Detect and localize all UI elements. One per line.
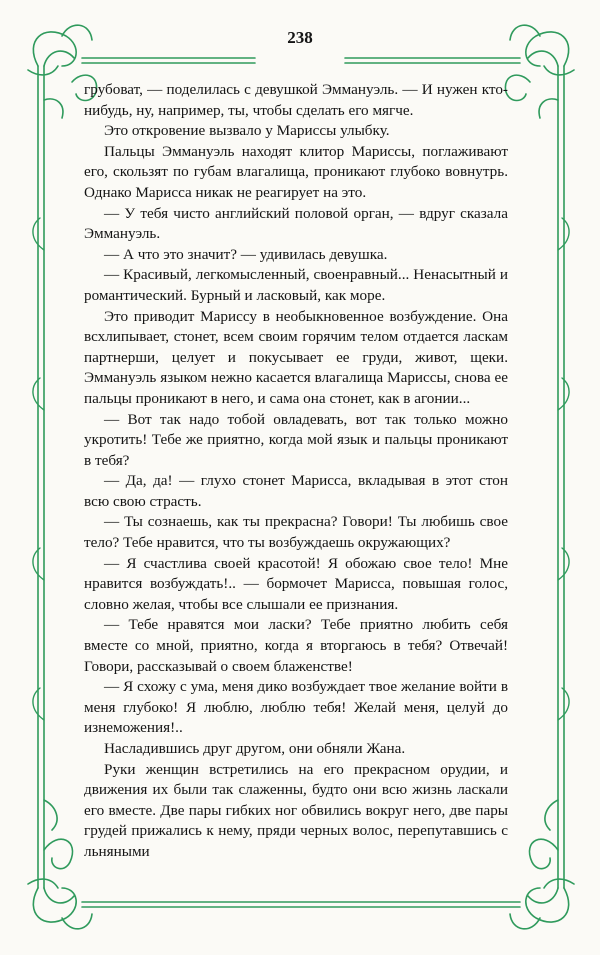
paragraph: — Тебе нравятся мои ласки? Тебе приятно любить себя вместе со мной, приятно, когда я вторгаюсь в тебя? Отвечай! Говори, рассказывай о своем блаженстве! — [84, 616, 508, 675]
paragraph: Пальцы Эммануэль находят клитор Мариссы, поглаживают его, скользят по губам влагалища, проникают глубоко вовнутрь. Однако Марисса никак не реагирует на это. — [84, 142, 508, 201]
paragraph: — А что это значит? — удивилась девушка. — [104, 245, 388, 263]
paragraph: грубоват, — поделилась с девушкой Эммануэль. — И нужен кто-нибудь, ну, например, ты, чтобы сделать его мягче. — [84, 81, 508, 119]
paragraph: Это откровение вызвало у Мариссы улыбку. — [104, 122, 390, 140]
paragraph: — Да, да! — глухо стонет Марисса, вкладывая в этот стон всю свою страсть. — [84, 472, 508, 510]
paragraph: — Вот так надо тобой овладевать, вот так только можно укротить! Тебе же приятно, когда мой язык и пальцы проникают в тебя? — [84, 410, 508, 469]
text-column — [84, 80, 508, 863]
paragraph: — Красивый, легкомысленный, своенравный... Ненасытный и романтический. Бурный и ласковый, как море. — [84, 266, 508, 304]
paragraph: — Я счастлива своей красотой! Я обожаю свое тело! Мне нравится возбуждать!.. — бормочет Марисса, повышая голос, словно желая, чтобы все слышали ее признания. — [84, 554, 508, 613]
paragraph: Это приводит Мариссу в необыкновенное возбуждение. Она всхлипывает, стонет, всем своим горячим телом отдается ласкам партнерши, целует и покусывает ее груди, живот, щеки. Эммануэль языком нежно касается влагалища Мариссы, снова ее пальцы проникают в него, и сама она стонет, как в агонии... — [84, 307, 508, 407]
paragraph: — У тебя чисто английский половой орган, — вдруг сказала Эммануэль. — [84, 204, 508, 243]
paragraph: — Ты сознаешь, как ты прекрасна? Говори! Ты любишь свое тело? Тебе нравится, что ты возбуждаешь окружающих? — [84, 513, 508, 552]
paragraph: Руки женщин встретились на его прекрасном орудии, и движения их были так слаженны, будто они всю жизнь ласкали его вместе. Две пары гибких ног обвились вокруг него, две пары грудей прижались к нему, пряди черных волос, перепутавшись с льняными — [84, 760, 508, 860]
paragraph: Насладившись друг другом, они обняли Жана. — [104, 740, 406, 757]
paragraph: — Я схожу с ума, меня дико возбуждает твое желание войти в меня глубоко! Я люблю, люблю тебя! Желай меня, целуй до изнеможения!.. — [84, 678, 508, 737]
page-number: 238 — [287, 28, 313, 47]
